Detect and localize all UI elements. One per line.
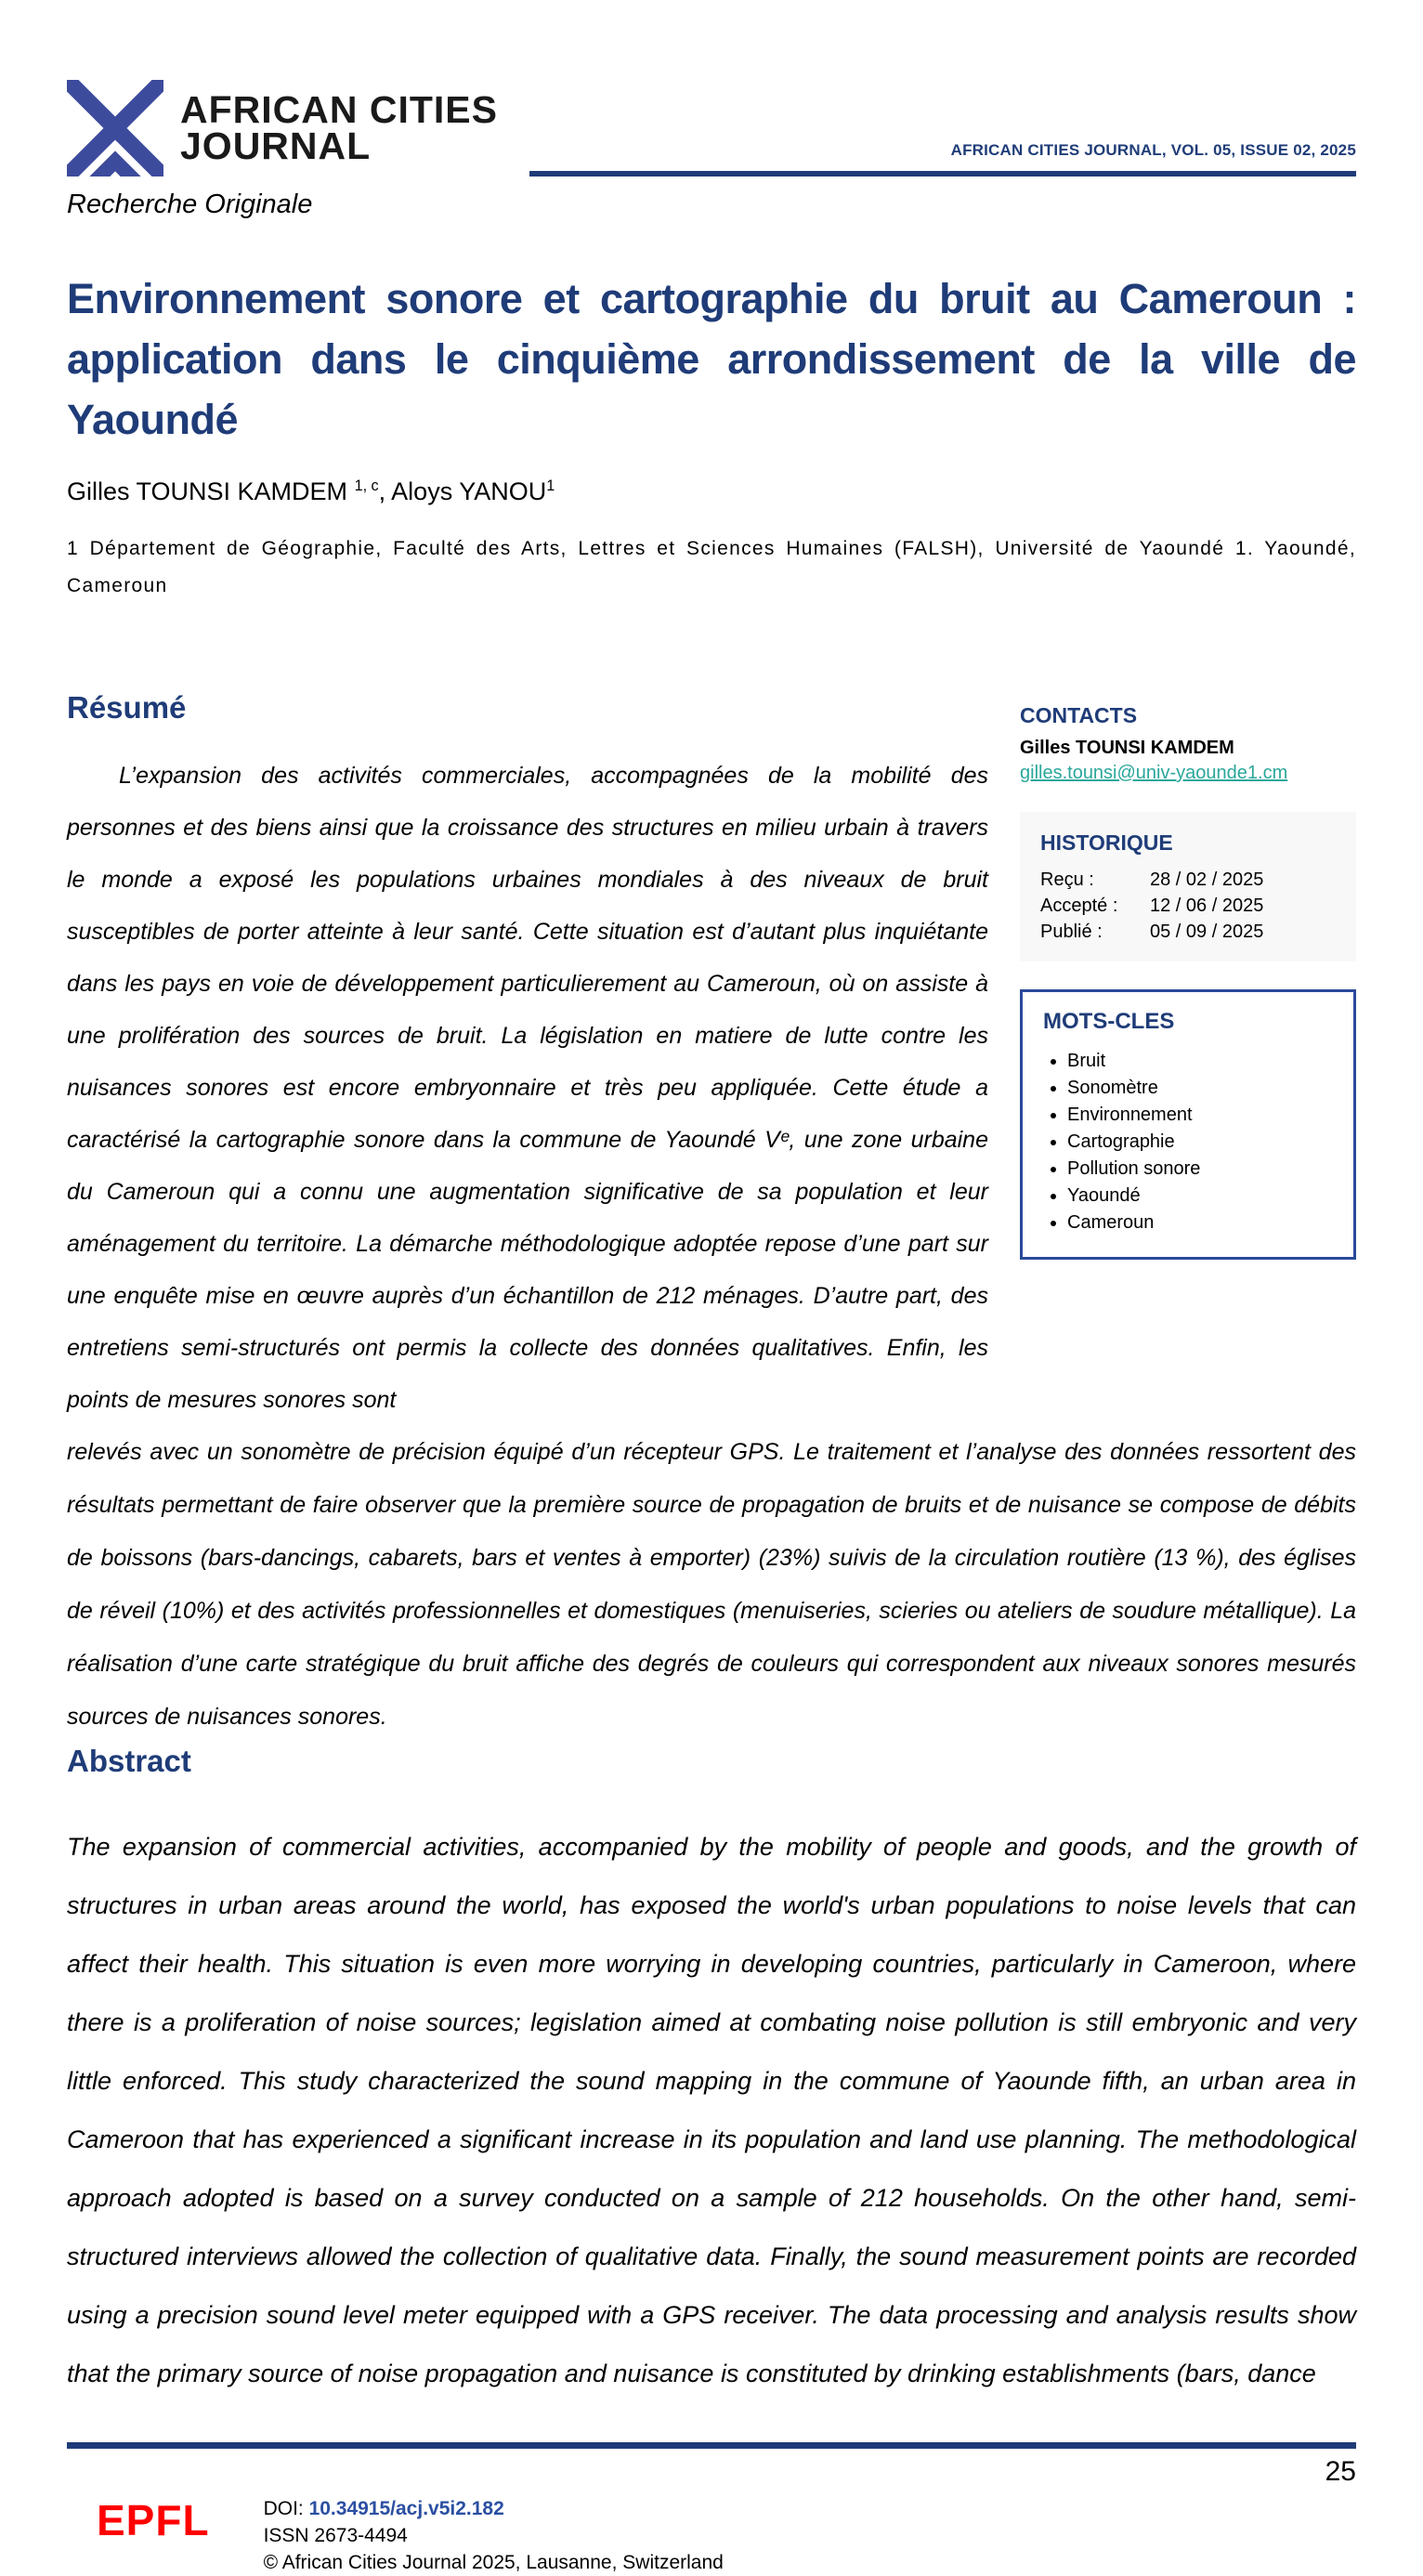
abstract-body: The expansion of commercial activities, accompanied by the mobility of people and goods, and the growth of structures in urban areas around the world, has exposed the world's urban populations to noise levels that can affect their health. This situation is even more worrying in developing countries, particularly in Cameroon, where there is a proliferation of noise sources; legislation aimed at combating noise pollution is still embryonic and very little enforced. This study characterized the sound mapping in the commune of Yaounde fifth, an urban area in Cameroon that has experienced a significant increase in its population and land use planning. The methodological approach adopted is based on a survey conducted on a sample of 212 households. On the other hand, semi-structured interviews allowed the collection of qualitative data. Finally, the sound measurement points are recorded using a precision sound level meter equipped with a GPS receiver. The data processing and analysis results show that the primary source of noise propagation and nuisance is constituted by drinking establishments (bars, dance — [67, 1833, 1356, 2387]
article-title: Environnement sonore et cartographie du bruit au Cameroun : application dans le cinquième arrondissement de la ville de Yaoundé — [67, 275, 1356, 443]
historique-heading: HISTORIQUE — [1040, 830, 1173, 855]
historique-row-accepted — [1040, 893, 1336, 919]
author-1: Gilles TOUNSI KAMDEM — [67, 477, 355, 505]
issn-line: ISSN 2673-4494 — [263, 2525, 408, 2546]
accepted-label: Accepté : — [1040, 896, 1118, 916]
journal-issue-line: AFRICAN CITIES JOURNAL, VOL. 05, ISSUE 02, 2025 — [950, 141, 1356, 159]
doi-label: DOI: — [263, 2498, 309, 2519]
historique-row-received — [1040, 867, 1336, 893]
historique-block — [1020, 812, 1356, 961]
article-sidebar — [1020, 690, 1356, 1426]
author-2: Aloys YANOU — [391, 477, 547, 505]
contacts-block — [1020, 703, 1356, 784]
copyright-line: © African Cities Journal 2025, Lausanne, Switzerland — [263, 2552, 724, 2573]
epfl-logo: EPFL — [97, 2496, 210, 2544]
doi-link[interactable]: 10.34915/acj.v5i2.182 — [308, 2498, 504, 2519]
keyword-item: • Pollution sonore — [1067, 1156, 1333, 1183]
journal-logo-line1: AFRICAN CITIES — [180, 88, 498, 132]
journal-logo — [67, 80, 498, 177]
footer-text-block — [264, 2495, 724, 2576]
author-separator: , — [378, 477, 392, 505]
header-right — [529, 141, 1356, 177]
keyword-item: • Yaoundé — [1067, 1183, 1333, 1210]
page-number: 25 — [1325, 2456, 1356, 2487]
author-1-superscript: 1, c — [354, 477, 379, 494]
received-label: Reçu : — [1040, 870, 1094, 890]
header-divider — [529, 171, 1356, 177]
keyword-item: • Environnement — [1067, 1102, 1333, 1129]
received-date: 28 / 02 / 2025 — [1150, 870, 1264, 890]
footer — [67, 2495, 1356, 2576]
resume-body-narrow: L’expansion des activités commerciales, accompagnées de la mobilité des personnes et des biens ainsi que la croissance des structures en milieu urbain à travers le monde a exposé les populations urbaines mondiales à des niveaux de bruit susceptibles de porter atteinte à leur santé. Cette situation est d’autant plus inquiétante dans les pays en voie de développement particulierement au Cameroun, où on assiste à une prolifération des sources de bruit. La législation en matiere de lutte contre les nuisances sonores est encore embryonnaire et très peu appliquée. Cette étude a caractérisé la cartographie sonore dans la commune de Yaoundé Vᵉ, une zone urbaine du Cameroun qui a connu une augmentation significative de sa population et leur aménagement du territoire. La démarche méthodologique adoptée repose d’une part sur une enquête mise en œuvre auprès d’un échantillon de 212 ménages. D’autre part, des entretiens semi-structurés ont permis la collecte des données qualitatives. Enfin, les points de mesures sonores sont — [67, 763, 988, 1413]
historique-row-published — [1040, 919, 1336, 945]
doi-line — [264, 2495, 724, 2522]
author-2-superscript: 1 — [546, 477, 555, 494]
keyword-item: • Cameroun — [1067, 1210, 1333, 1236]
resume-body-wide: relevés avec un sonomètre de précision équipé d’un récepteur GPS. Le traitement et l’analyse des données ressortent des résultats permettant de faire observer que la première source de propagation de bruits et de nuisance se compose de débits de boissons (bars-dancings, cabarets, bars et ventes à emporter) (23%) suivis de la circulation routière (13 %), des églises de réveil (10%) et des activités professionnelles et domestiques (menuiseries, scieries ou ateliers de soudure métallique). La réalisation d’une carte stratégique du bruit affiche des degrés de couleurs qui correspondent aux niveaux sonores mesurés sources de nuisances sonores. — [67, 1439, 1356, 1730]
contacts-heading: CONTACTS — [1020, 703, 1138, 727]
page-header — [67, 80, 1356, 177]
journal-logo-line2: JOURNAL — [180, 124, 372, 167]
accepted-date: 12 / 06 / 2025 — [1150, 896, 1264, 916]
resume-main-column — [67, 690, 988, 1426]
resume-section — [67, 690, 1356, 1426]
abstract-heading: Abstract — [67, 1744, 191, 1778]
affiliation-line: 1 Département de Géographie, Faculté des Arts, Lettres et Sciences Humaines (FALSH), Université de Yaoundé 1. Yaoundé, Cameroun — [67, 538, 1356, 596]
keyword-item: • Cartographie — [1067, 1129, 1333, 1156]
contact-name: Gilles TOUNSI KAMDEM — [1020, 738, 1234, 758]
authors-line — [67, 477, 1356, 506]
resume-heading: Résumé — [67, 690, 187, 725]
keyword-item: • Sonomètre — [1067, 1075, 1333, 1102]
published-date: 05 / 09 / 2025 — [1150, 922, 1264, 942]
journal-logo-text — [180, 88, 498, 167]
published-label: Publié : — [1040, 922, 1103, 942]
journal-logo-icon — [67, 80, 163, 177]
keywords-heading: MOTS-CLES — [1043, 1009, 1175, 1034]
contact-email-link[interactable]: gilles.tounsi@univ-yaounde1.cm — [1020, 763, 1288, 783]
footer-divider — [67, 2442, 1356, 2449]
keyword-item: • Bruit — [1067, 1048, 1333, 1075]
keywords-list — [1043, 1048, 1333, 1236]
keywords-box — [1020, 989, 1356, 1260]
article-type-label: Recherche Originale — [67, 190, 313, 219]
